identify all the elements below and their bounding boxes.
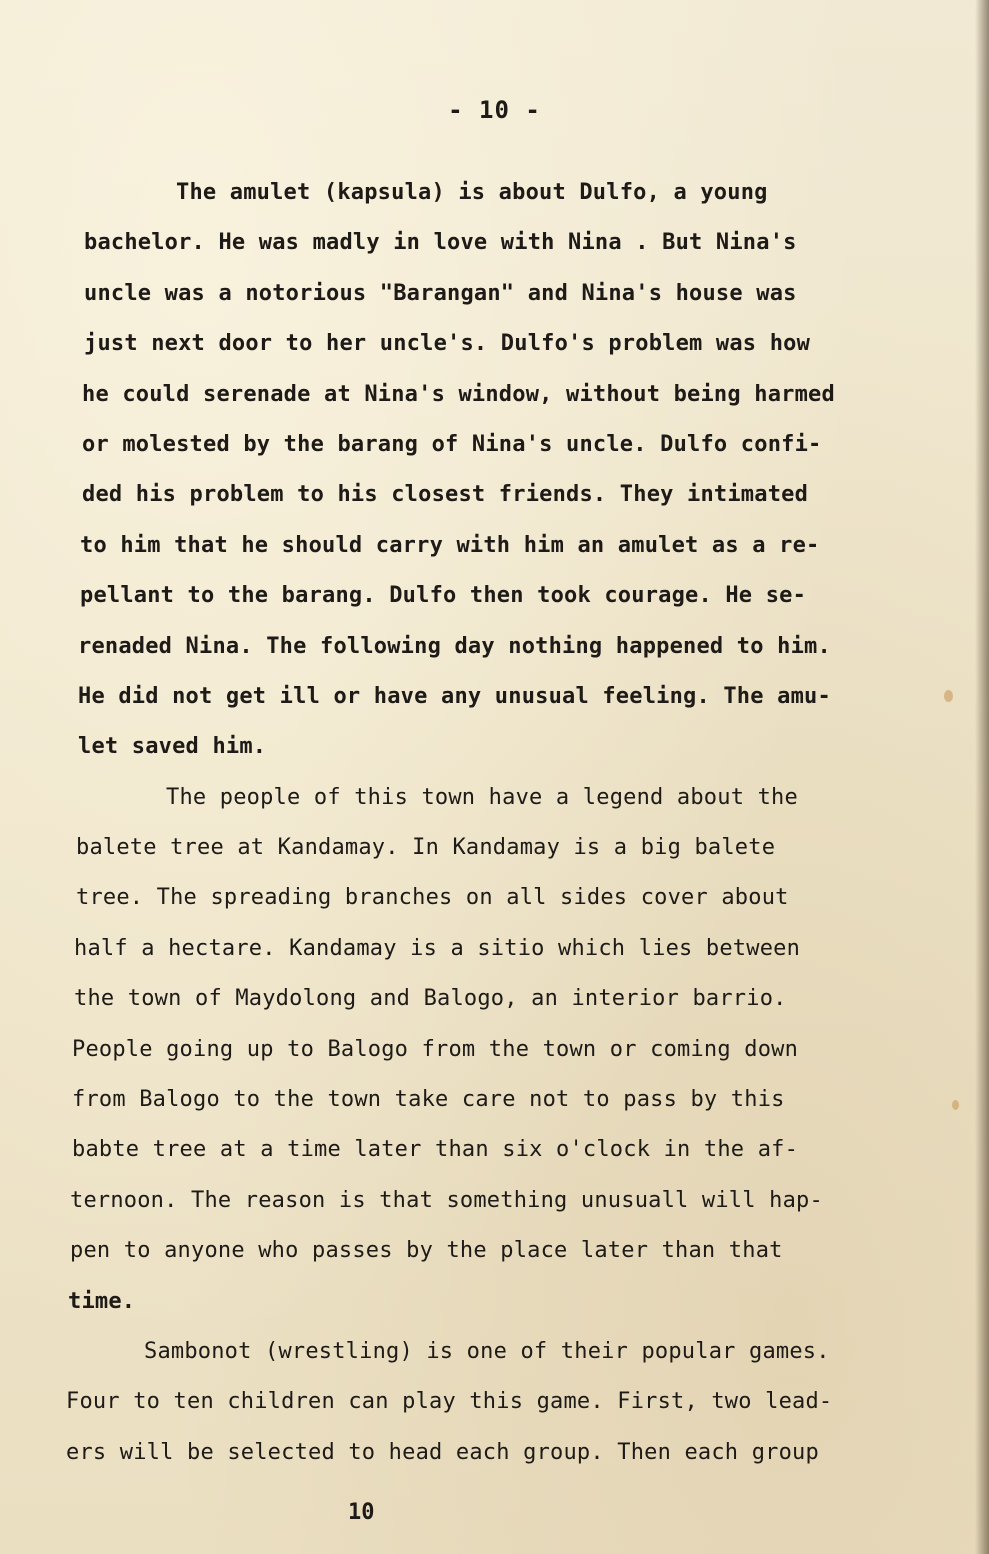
text-line: The amulet (kapsula) is about Dulfo, a young [176,180,768,205]
text-line: ers will be selected to head each group. Then each group [66,1439,819,1465]
text-line: bachelor. He was madly in love with Nina . But Nina's [84,230,797,256]
text-line: balete tree at Kandamay. In Kandamay is a big balete [76,835,776,861]
text-line: to him that he should carry with him an amulet as a re- [80,532,820,558]
text-line: babte tree at a time later than six o'clock in the af- [72,1137,799,1163]
text-line: pellant to the barang. Dulfo then took courage. He se- [80,583,807,609]
text-line: the town of Maydolong and Balogo, an interior barrio. [74,986,787,1012]
text-line: he could serenade at Nina's window, without being harmed [82,381,835,407]
text-line: or molested by the barang of Nina's uncle. Dulfo confi- [82,431,822,457]
text-line: Sambonot (wrestling) is one of their popular games. [144,1338,830,1364]
text-line: renaded Nina. The following day nothing happened to him. [78,633,831,659]
text-line: uncle was a notorious "Barangan" and Nina's house was [84,280,797,306]
page-header-number: - 10 - [448,96,541,124]
text-line: time. [68,1288,136,1314]
paragraph [66,773,956,1327]
body-text [66,168,956,1478]
text-line: tree. The spreading branches on all sides cover about [76,885,789,911]
text-line: ternoon. The reason is that something unusuall will hap- [70,1187,823,1213]
paragraph [66,168,956,773]
text-line: ded his problem to his closest friends. They intimated [82,482,809,508]
text-line: let saved him. [78,734,267,760]
text-line: pen to anyone who passes by the place later than that [70,1238,783,1264]
text-line: People going up to Balogo from the town or coming down [72,1036,799,1062]
page-edge-shadow [975,0,989,1554]
text-line: from Balogo to the town take care not to pass by this [72,1087,785,1113]
text-line: Four to ten children can play this game. First, two lead- [66,1389,833,1415]
page-footer-number: 10 [348,1500,375,1525]
text-line: half a hectare. Kandamay is a sitio which lies between [74,935,801,961]
paragraph [66,1327,956,1478]
text-line: just next door to her uncle's. Dulfo's problem was how [84,331,811,357]
text-line: The people of this town have a legend about the [166,784,798,810]
text-line: He did not get ill or have any unusual feeling. The amu- [78,683,831,709]
